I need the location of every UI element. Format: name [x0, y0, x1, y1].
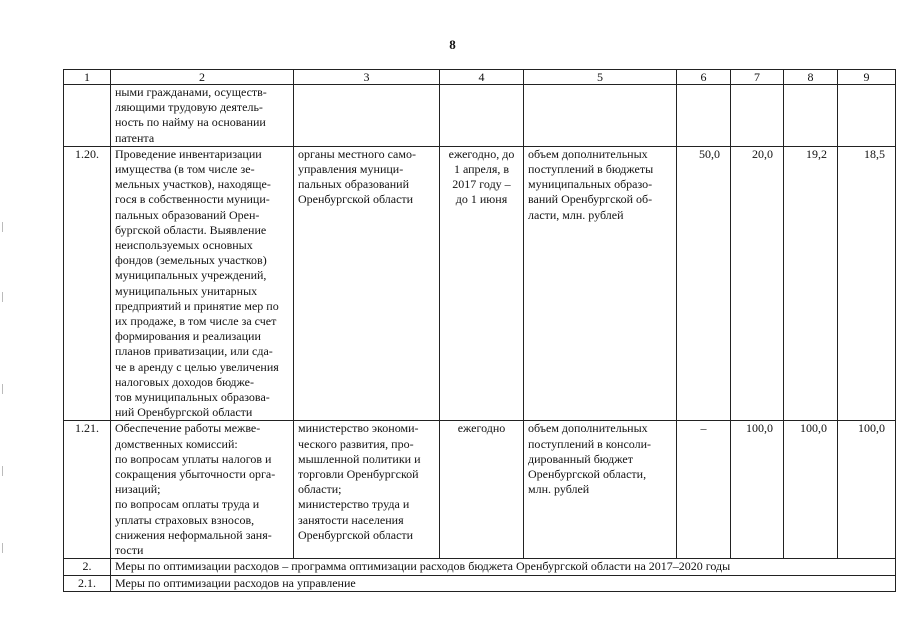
column-number: 7 [731, 70, 784, 85]
value-cell [784, 85, 838, 147]
scan-mark [2, 222, 3, 232]
subsection-number-cell: 2.1. [64, 575, 111, 591]
value-cell [677, 85, 731, 147]
table-row [64, 421, 896, 559]
value-2018-cell: 20,0 [731, 146, 784, 421]
row-number-cell: 1.20. [64, 146, 111, 421]
row-number-cell [64, 85, 111, 147]
section-row [64, 559, 896, 575]
page-number: 8 [449, 37, 456, 52]
column-number: 8 [784, 70, 838, 85]
value-2017-cell: – [677, 421, 731, 559]
executor-cell [294, 85, 440, 147]
executor-cell: министерство экономи- ческого развития, про- мышленной политики и торговли Оренбургской области; министерство труда и занятости населения Оренбургской области [294, 421, 440, 559]
measure-cell: Проведение инвентаризации имущества (в том числе зе- мельных участков), находяще- гося в собственности муници- пальных образований Орен- бургской области. Выявление неиспользуемых основных фондов (земельных участков) муниципальных учреждений, муниципальных унитарных предприятий и принятие мер по их продаже, в том числе за счет формирования и реализации планов приватизации, или сда- че в аренду с целью увеличения налоговых доходов бюдже- тов муниципальных образова- ний Оренбургской области [111, 146, 294, 421]
section-title-cell: Меры по оптимизации расходов – программа оптимизации расходов бюджета Оренбургской области на 2017–2020 годы [111, 559, 896, 575]
measures-table [63, 69, 896, 592]
deadline-cell: ежегодно [440, 421, 524, 559]
column-number: 3 [294, 70, 440, 85]
column-number: 9 [838, 70, 896, 85]
indicator-cell [524, 85, 677, 147]
column-number: 4 [440, 70, 524, 85]
measure-cell: ными гражданами, осуществ- ляющими трудовую деятель- ность по найму на основании патента [111, 85, 294, 147]
section-number-cell: 2. [64, 559, 111, 575]
deadline-cell: ежегодно, до 1 апреля, в 2017 году – до 1 июня [440, 146, 524, 421]
column-number: 5 [524, 70, 677, 85]
scan-mark [2, 543, 3, 553]
subsection-title-cell: Меры по оптимизации расходов на управление [111, 575, 896, 591]
deadline-cell [440, 85, 524, 147]
indicator-cell: объем дополнительных поступлений в консоли- дированный бюджет Оренбургской области, млн. рублей [524, 421, 677, 559]
column-number: 6 [677, 70, 731, 85]
value-cell [838, 85, 896, 147]
subsection-row [64, 575, 896, 591]
indicator-cell: объем дополнительных поступлений в бюджеты муниципальных образо- ваний Оренбургской об- ласти, млн. рублей [524, 146, 677, 421]
table-row [64, 146, 896, 421]
value-2020-cell: 100,0 [838, 421, 896, 559]
row-number-cell: 1.21. [64, 421, 111, 559]
continuation-row [64, 85, 896, 147]
value-2019-cell: 19,2 [784, 146, 838, 421]
value-2019-cell: 100,0 [784, 421, 838, 559]
column-number: 1 [64, 70, 111, 85]
measure-cell: Обеспечение работы межве- домственных комиссий: по вопросам уплаты налогов и сокращения убыточности орга- низаций; по вопросам оплаты труда и уплаты страховых взносов, снижения неформальной заня- тости [111, 421, 294, 559]
scan-mark [2, 466, 3, 476]
value-cell [731, 85, 784, 147]
scan-mark [2, 384, 3, 394]
scan-mark [2, 292, 3, 302]
column-number: 2 [111, 70, 294, 85]
executor-cell: органы местного само- управления муници- пальных образований Оренбургской области [294, 146, 440, 421]
value-2020-cell: 18,5 [838, 146, 896, 421]
column-numbers-row [64, 70, 896, 85]
value-2018-cell: 100,0 [731, 421, 784, 559]
value-2017-cell: 50,0 [677, 146, 731, 421]
